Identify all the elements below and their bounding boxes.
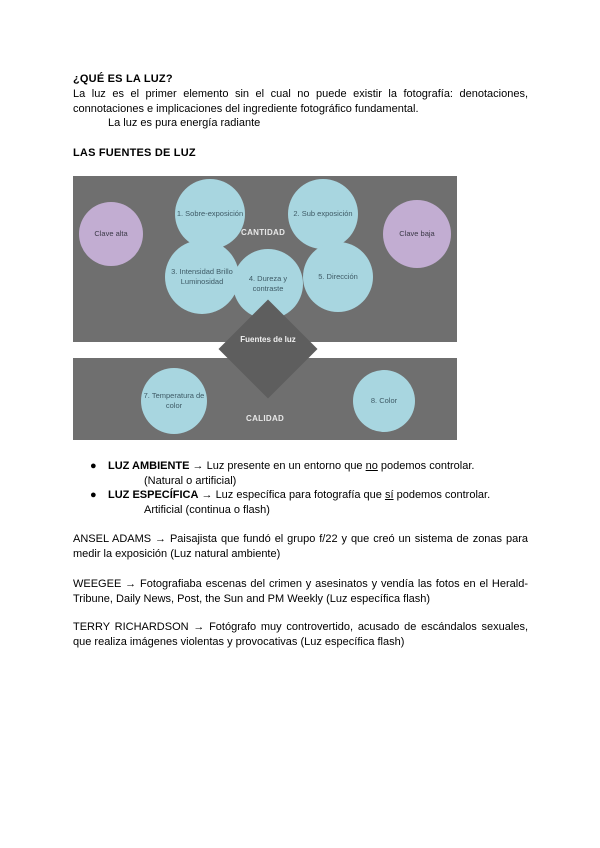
paragraph-ansel-adams: ANSEL ADAMS → Paisajista que fundó el grupo f/22 y que creó un sistema de zonas para medir la exposición (Luz natural ambiente) (73, 533, 528, 560)
circle-dureza: 4. Dureza y contraste (233, 249, 303, 319)
paragraph-terry-richardson: TERRY RICHARDSON → Fotógrafo muy controvertido, acusado de escándalos sexuales, que realiza imágenes violentas y provocativas (Luz específica flash) (73, 621, 528, 648)
bullet-text-end: podemos controlar. (377, 460, 475, 472)
circle-clave-alta: Clave alta (79, 202, 143, 266)
bullet-text: → Luz específica para fotografía que (198, 489, 385, 501)
intro-indented-line: La luz es pura energía radiante (108, 117, 261, 129)
label-calidad: CALIDAD (246, 414, 285, 423)
bullet-sub-natural: (Natural o artificial) (144, 475, 237, 487)
circle-clave-baja: Clave baja (383, 200, 451, 268)
circle-color: 8. Color (353, 370, 415, 432)
bullet-luz-ambiente (108, 460, 474, 472)
heading-fuentes-de-luz: LAS FUENTES DE LUZ (73, 147, 196, 159)
center-diamond-label: Fuentes de luz (240, 335, 296, 344)
circle-sobre-exposicion: 1. Sobre-exposición (175, 179, 245, 249)
bullet-sub-artificial: Artificial (continua o flash) (144, 504, 270, 516)
circle-sub-exposicion: 2. Sub exposición (288, 179, 358, 249)
bullet-text-end: podemos controlar. (393, 489, 491, 501)
light-sources-diagram (73, 176, 457, 440)
bullet-emphasis: sí (384, 489, 394, 501)
heading-que-es-la-luz: ¿QUÉ ES LA LUZ? (73, 73, 173, 85)
bullet-label: LUZ ESPECÍFICA (108, 489, 199, 501)
circle-direccion: 5. Dirección (303, 242, 373, 312)
bullet-text: → Luz presente en un entorno que (189, 460, 366, 472)
circle-intensidad: 3. Intensidad Brillo Luminosidad (165, 240, 239, 314)
bullet-emphasis: no (365, 460, 378, 472)
bullet-luz-especifica (108, 489, 490, 501)
bullet-label: LUZ AMBIENTE (108, 460, 190, 472)
circle-temperatura: 7. Temperatura de color (141, 368, 207, 434)
bullet-marker: ● (90, 460, 97, 472)
label-cantidad: CANTIDAD (241, 228, 286, 237)
paragraph-weegee: WEEGEE → Fotografiaba escenas del crimen y asesinatos y vendía las fotos en el Herald-Tribune, Daily News, Post, the Sun and PM Weekly (Luz específica flash) (73, 578, 528, 605)
bullet-marker: ● (90, 489, 97, 501)
intro-paragraph: La luz es el primer elemento sin el cual no puede existir la fotografía: denotaciones, connotaciones e implicaciones del ingrediente fotográfico fundamental. (73, 88, 528, 115)
